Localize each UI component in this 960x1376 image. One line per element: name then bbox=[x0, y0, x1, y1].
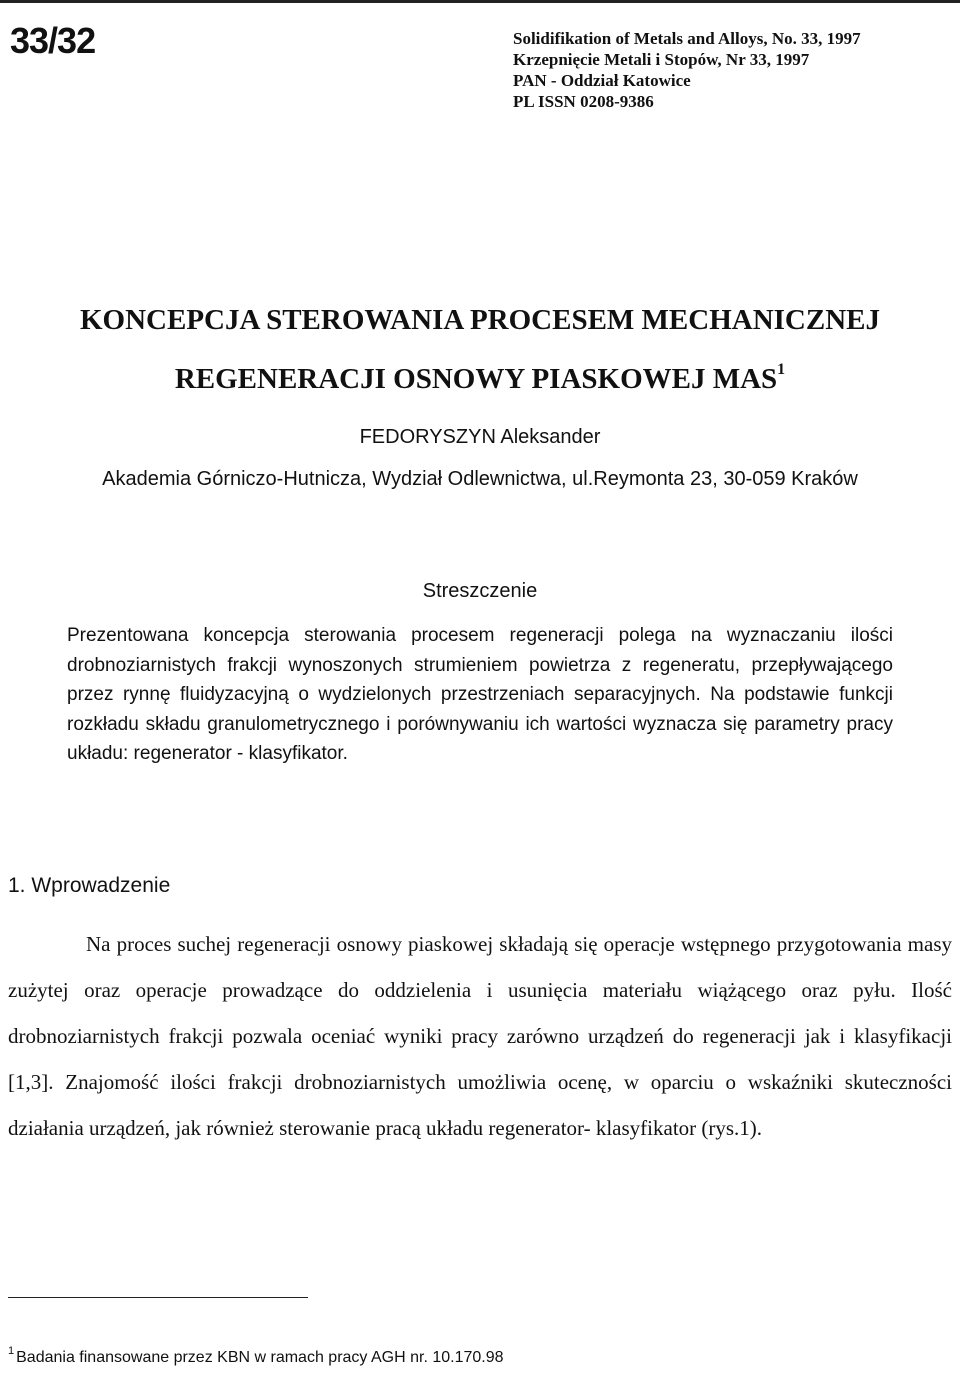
paper-title bbox=[0, 296, 960, 404]
author: FEDORYSZYN Aleksander bbox=[359, 426, 601, 448]
footnote bbox=[8, 1345, 504, 1367]
footnote-text: Badania finansowane przez KBN w ramach pracy AGH nr. 10.170.98 bbox=[16, 1349, 504, 1366]
journal-header-line: Solidifikation of Metals and Alloys, No. 33, 1997 bbox=[513, 29, 861, 48]
section-paragraph: Na proces suchej regeneracji osnowy piaskowej składają się operacje wstępnego przygotowania masy zużytej oraz operacje prowadzące do oddzielenia i usunięcia materiału wiążącego oraz pyłu. Ilość drobnoziarnistych frakcji pozwala oceniać wyniki pracy zarówno urządzeń do regeneracji jak i klasyfikacji [1,3]. Znajomość ilości frakcji drobnoziarnistych umożliwia ocenę, w oparciu o wskaźniki skuteczności działania urządzeń, jak również sterowanie pracą układu regenerator- klasyfikator (rys.1). bbox=[8, 932, 952, 1140]
title-line-1: KONCEPCJA STEROWANIA PROCESEM MECHANICZNEJ bbox=[79, 304, 880, 336]
section-body bbox=[8, 921, 952, 1151]
title-footnote-mark: 1 bbox=[777, 361, 786, 378]
journal-header-line: PL ISSN 0208-9386 bbox=[513, 92, 654, 111]
abstract-text: Prezentowana koncepcja sterowania procesem regeneracji polega na wyznaczaniu ilości drobnoziarnistych frakcji wynoszonych strumieniem powietrza z regeneratu, przepływającego przez rynnę fluidyzacyjną o wydzielonych przestrzeniach separacyjnych. Na podstawie funkcji rozkładu składu granulometrycznego i porównywaniu ich wartości wyznacza się parametry pracy układu: regenerator - klasyfikator. bbox=[67, 625, 893, 764]
journal-header-line: Krzepnięcie Metali i Stopów, Nr 33, 1997 bbox=[513, 50, 810, 69]
journal-header-line: PAN - Oddział Katowice bbox=[513, 71, 691, 90]
title-line-2-text: REGENERACJI OSNOWY PIASKOWEJ MAS bbox=[174, 363, 778, 395]
footnote-mark: 1 bbox=[8, 1345, 15, 1357]
title-line-2 bbox=[0, 345, 960, 404]
top-rule bbox=[0, 0, 960, 3]
page-number: 33/32 bbox=[10, 20, 96, 61]
section-heading: 1. Wprowadzenie bbox=[8, 874, 171, 897]
journal-header bbox=[513, 28, 861, 112]
footnote-rule bbox=[8, 1297, 308, 1298]
affiliation: Akademia Górniczo-Hutnicza, Wydział Odlewnictwa, ul.Reymonta 23, 30-059 Kraków bbox=[102, 468, 858, 490]
abstract-heading: Streszczenie bbox=[422, 580, 538, 602]
